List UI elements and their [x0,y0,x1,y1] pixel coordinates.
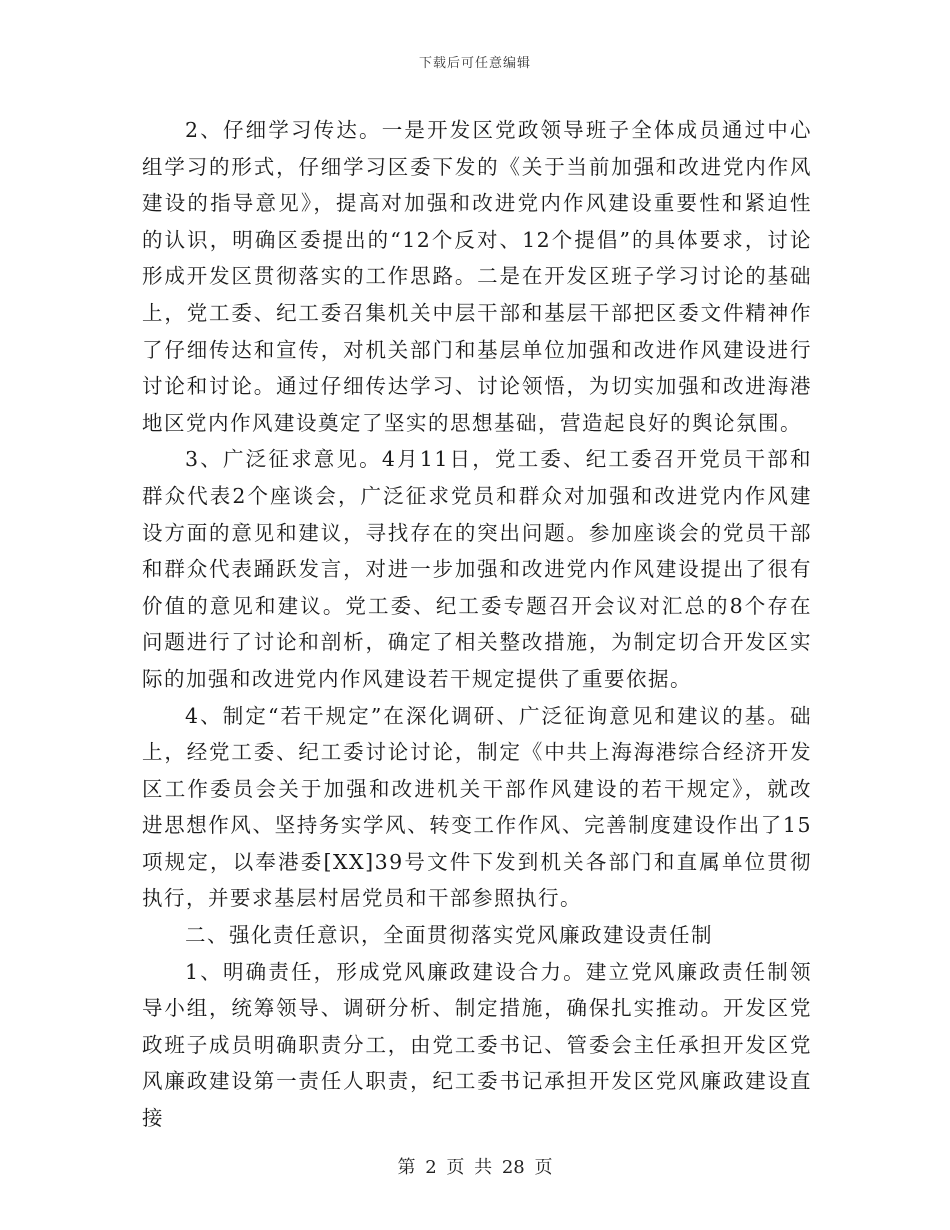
document-body [142,112,812,1137]
page-header: 下载后可任意编辑 [418,56,531,71]
page-number: 第 2 页 共 28 页 [397,1157,553,1178]
paragraph-clarify-responsibility: 1、明确责任，形成党风廉政建设合力。建立党风廉政责任制领导小组，统筹领导、调研分析、制定措施，确保扎实推动。开发区党政班子成员明确职责分工，由党工委书记、管委会主任承担开发区党风廉政建设第一责任人职责，纪工委书记承担开发区党风廉政建设直接 [142,959,812,1131]
paragraph-study-convey: 2、仔细学习传达。一是开发区党政领导班子全体成员通过中心组学习的形式，仔细学习区委下发的《关于当前加强和改进党内作风建设的指导意见》，提高对加强和改进党内作风建设重要性和紧迫性的认识，明确区委提出的“12个反对、12个提倡”的具体要求，讨论形成开发区贯彻落实的工作思路。二是在开发区班子学习讨论的基础上，党工委、纪工委召集机关中层干部和基层干部把区委文件精神作了仔细传达和宣传，对机关部门和基层单位加强和改进作风建设进行讨论和讨论。通过仔细传达学习、讨论领悟，为切实加强和改进海港地区党内作风建设奠定了坚实的思想基础，营造起良好的舆论氛围。 [142,118,812,435]
section-heading: 二、强化责任意识，全面贯彻落实党风廉政建设责任制 [185,923,714,948]
paragraph-formulate-regulations: 4、制定“若干规定”在深化调研、广泛征询意见和建议的基。础上，经党工委、纪工委讨论讨论，制定《中共上海海港综合经济开发区工作委员会关于加强和改进机关干部作风建设的若干规定》，就改进思想作风、坚持务实学风、转变工作作风、完善制度建设作出了15项规定，以奉港委[XX]39号文件下发到机关各部门和直属单位贯彻执行，并要求基层村居党员和干部参照执行。 [142,703,812,911]
paragraph-solicit-opinions: 3、广泛征求意见。4月11日，党工委、纪工委召开党员干部和群众代表2个座谈会，广泛征求党员和群众对加强和改进党内作风建设方面的意见和建议，寻找存在的突出问题。参加座谈会的党员干部和群众代表踊跃发言，对进一步加强和改进党内作风建设提出了很有价值的意见和建议。党工委、纪工委专题召开会议对汇总的8个存在问题进行了讨论和剖析，确定了相关整改措施，为制定切合开发区实际的加强和改进党内作风建设若干规定提供了重要依据。 [142,447,812,691]
